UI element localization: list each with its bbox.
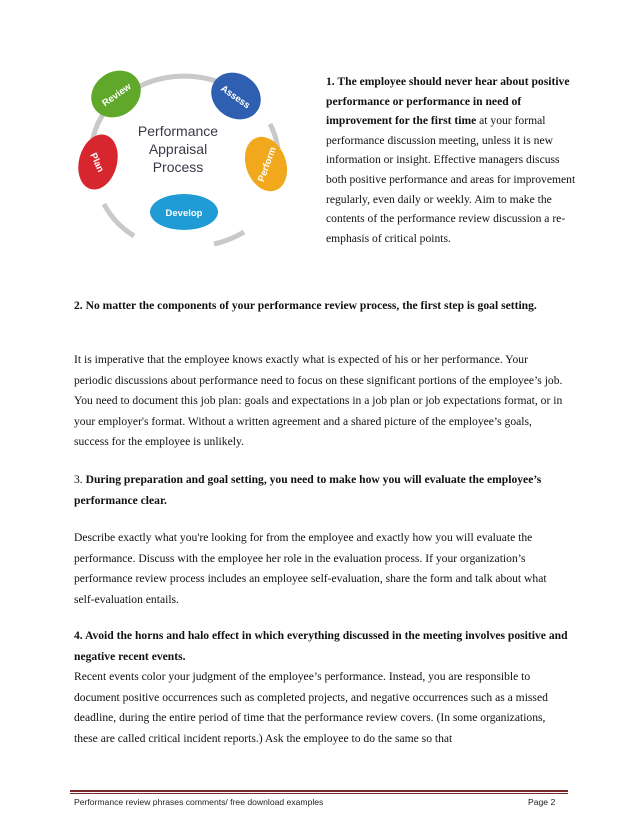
- segment-assess: [202, 64, 270, 129]
- segment-develop: [150, 194, 218, 230]
- footer-divider: [70, 790, 568, 792]
- segment-perform-label: Perform: [256, 145, 279, 184]
- point-3-body: Describe exactly what you're looking for from the employee and exactly how you will evaluate the performance. Discuss with the employee her role in the evaluation process. If your organization’s performance review process includes an employee self-evaluation, share the form and talk about what self-evaluation entails.: [74, 531, 547, 606]
- segment-perform: [238, 131, 295, 197]
- footer-title: Performance review phrases comments/ free download examples: [74, 797, 324, 807]
- performance-appraisal-diagram: [74, 64, 302, 266]
- segment-plan-label: Plan: [87, 151, 106, 175]
- cycle-arrow: [104, 204, 134, 236]
- point-4-body: Recent events color your judgment of the employee’s performance. Instead, you are responsible to document positive occurrences such as completed projects, and negative occurrences such as a missed deadline, during the entire period of time that the performance review covers. (In some organizations, these are called critical incident reports.) Ask the employee to do the same so that: [74, 670, 548, 745]
- cycle-arrow: [214, 232, 244, 244]
- cycle-arrow: [136, 76, 224, 88]
- point-2-body: It is imperative that the employee knows exactly what is expected of his or her performance. Your periodic discussions about performance need to focus on these significant portions of the employee’s job. You need to document this job plan: goals and expectations in a job plan or job expectations format, or in your employer's format. Without a written agreement and a shared picture of the employee’s goals, success for the employee is unlikely.: [74, 353, 563, 448]
- point-3-heading: During preparation and goal setting, you need to make how you will evaluate the employee’s performance clear.: [74, 473, 542, 507]
- point-1-heading: 1. The employee should never hear about positive performance or performance in need of improvement for the first time: [326, 75, 570, 128]
- segment-develop-label: Develop: [165, 208, 203, 219]
- segment-review-label: Review: [100, 81, 134, 110]
- diagram-title-line-2: Appraisal: [148, 141, 208, 157]
- point-1-body: at your formal performance discussion meeting, unless it is new information or insight. Effective managers discuss both positive performance and areas for improvement regularly, even daily or weekly. Aim to make the contents of the performance review discussion a re-emphasis of critical points.: [326, 114, 576, 245]
- segment-assess-label: Assess: [218, 83, 252, 112]
- segment-plan: [74, 130, 124, 194]
- footer-divider-thin: [70, 793, 568, 794]
- segment-review: [82, 64, 150, 127]
- point-1-paragraph: [326, 72, 576, 248]
- point-2-heading: 2. No matter the components of your performance review process, the first step is goal setting.: [74, 299, 537, 312]
- point-3-number: 3.: [74, 473, 86, 486]
- diagram-title-line-3: Process: [152, 159, 204, 175]
- point-4-heading: 4. Avoid the horns and halo effect in which everything discussed in the meeting involves positive and negative recent events.: [74, 629, 568, 663]
- point-3-heading-block: [74, 470, 568, 511]
- footer-page-number: Page 2: [528, 797, 556, 807]
- diagram-title-line-1: Performance: [137, 123, 219, 139]
